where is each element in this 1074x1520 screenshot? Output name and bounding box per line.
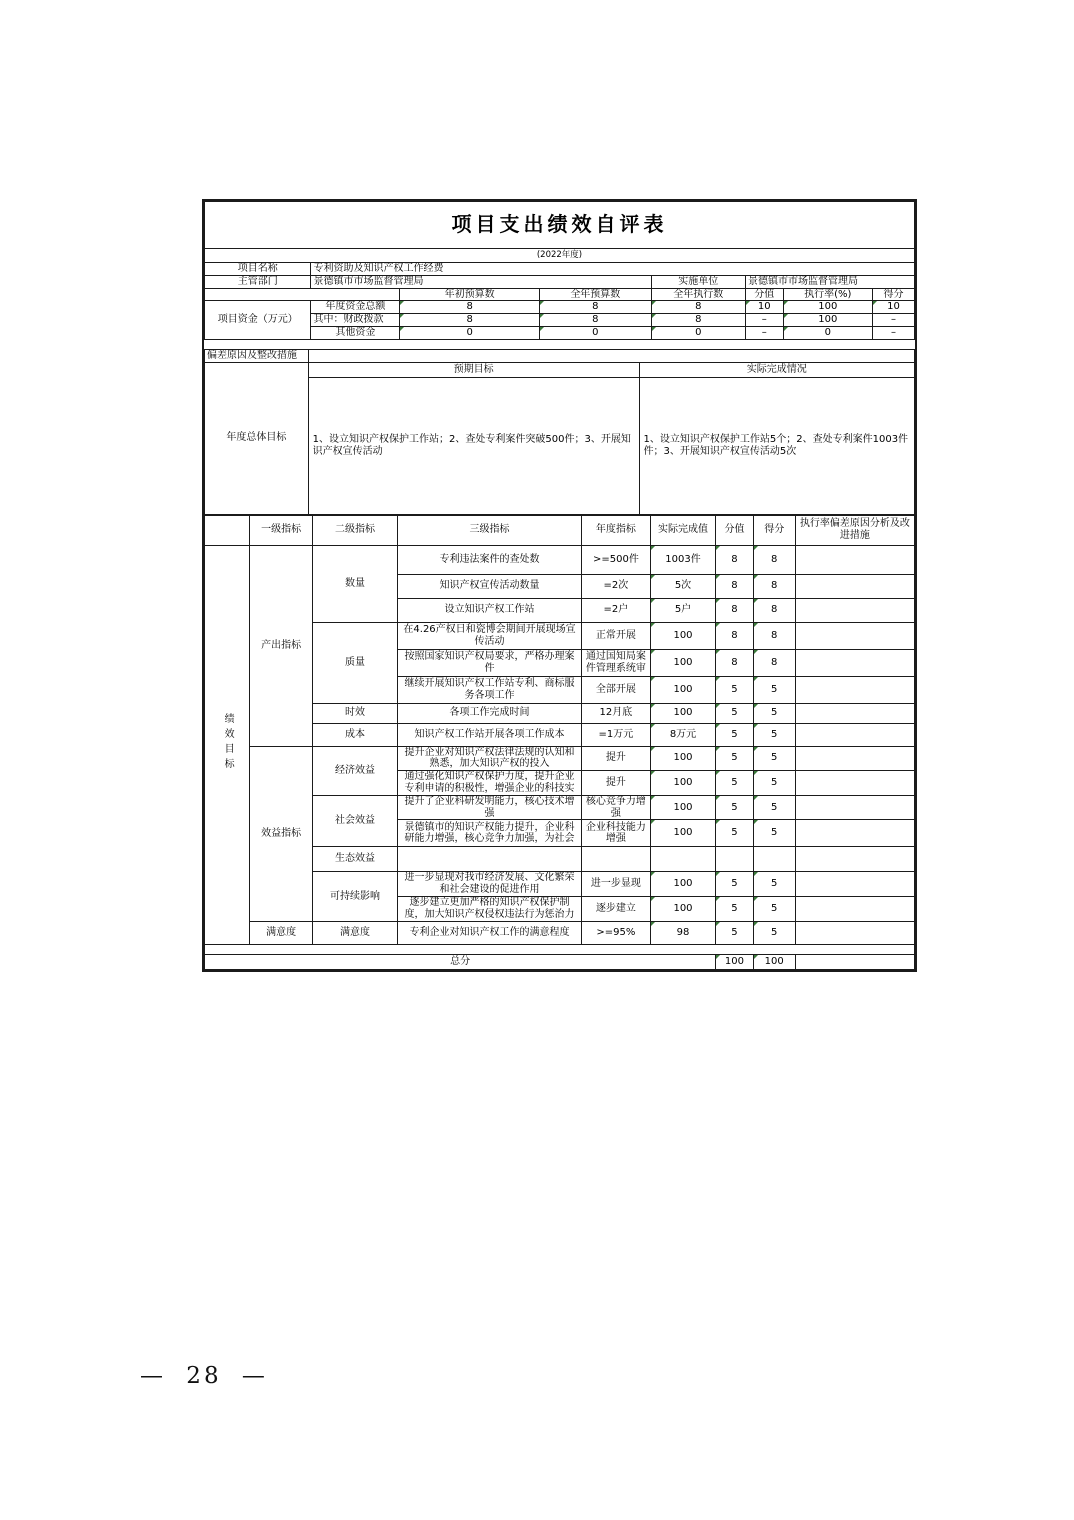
level2-sustainable: 可持续影响 bbox=[312, 872, 397, 922]
indicator-target-cell: 正常开展 bbox=[581, 622, 650, 649]
annual-indicator-header: 年度指标 bbox=[581, 515, 650, 545]
indicator-actual-cell: 8万元 bbox=[650, 723, 715, 746]
actual-value-header: 实际完成值 bbox=[650, 515, 715, 545]
level2-header: 二级指标 bbox=[312, 515, 397, 545]
level3-header: 三级指标 bbox=[398, 515, 582, 545]
indicator-score-cell: 5 bbox=[716, 723, 754, 746]
annual-goal-table bbox=[204, 349, 915, 515]
budget-fullyear-header: 全年预算数 bbox=[540, 288, 651, 301]
indicator-name-cell bbox=[398, 847, 582, 872]
indicator-points-cell: 8 bbox=[753, 598, 795, 622]
indicator-name-cell: 设立知识产权工作站 bbox=[398, 598, 582, 622]
indicator-target-cell: 12月底 bbox=[581, 703, 650, 723]
funds-value: 8 bbox=[540, 314, 651, 327]
self-assessment-report-table bbox=[202, 199, 917, 972]
indicator-actual-cell: 100 bbox=[650, 872, 715, 897]
indicator-actual-cell: 100 bbox=[650, 820, 715, 847]
indicator-remark-cell bbox=[795, 574, 914, 598]
funds-value: 8 bbox=[651, 314, 745, 327]
level1-header: 一级指标 bbox=[250, 515, 312, 545]
funds-value: 8 bbox=[400, 314, 540, 327]
indicator-target-cell: 逐步建立 bbox=[581, 896, 650, 921]
budget-rate-header: 执行率(%) bbox=[783, 288, 872, 301]
indicator-name-cell: 在4.26产权日和瓷博会期间开展现场宣传活动 bbox=[398, 622, 582, 649]
indicator-target-cell: >=500件 bbox=[581, 545, 650, 574]
points-header: 得分 bbox=[753, 515, 795, 545]
indicator-name-cell: 专利企业对知识产权工作的满意程度 bbox=[398, 921, 582, 944]
deviation-value bbox=[308, 349, 914, 362]
total-remark-cell bbox=[795, 954, 914, 969]
indicators-table bbox=[204, 515, 915, 970]
funds-row-label: 项目资金（万元） bbox=[205, 301, 311, 339]
indicator-name-cell: 专利违法案件的查处数 bbox=[398, 545, 582, 574]
indicator-target-cell: 企业科技能力增强 bbox=[581, 820, 650, 847]
funds-score: – bbox=[745, 326, 783, 339]
indicator-score-cell: 8 bbox=[716, 545, 754, 574]
indicator-actual-cell: 100 bbox=[650, 795, 715, 820]
score-header: 分值 bbox=[716, 515, 754, 545]
indicator-remark-cell bbox=[795, 795, 914, 820]
level2-quantity: 数量 bbox=[312, 545, 397, 622]
indicator-target-cell: =1万元 bbox=[581, 723, 650, 746]
budget-initial-header: 年初预算数 bbox=[400, 288, 540, 301]
indicator-points-cell: 5 bbox=[753, 723, 795, 746]
indicator-remark-cell bbox=[795, 820, 914, 847]
funds-sub-label: 年度资金总额 bbox=[311, 301, 400, 314]
indicator-score-cell: 5 bbox=[716, 676, 754, 703]
funds-value: 8 bbox=[651, 301, 745, 314]
funds-score: – bbox=[745, 314, 783, 327]
indicator-points-cell: 5 bbox=[753, 795, 795, 820]
indicator-actual-cell: 100 bbox=[650, 746, 715, 771]
level1-output: 产出指标 bbox=[250, 545, 312, 746]
funds-sub-label: 其中：财政拨款 bbox=[311, 314, 400, 327]
empty-cell bbox=[205, 288, 400, 301]
indicator-score-cell: 5 bbox=[716, 872, 754, 897]
indicator-points-cell: 5 bbox=[753, 746, 795, 771]
indicator-score-cell: 5 bbox=[716, 896, 754, 921]
level1-satisfaction: 满意度 bbox=[250, 921, 312, 944]
deviation-label: 偏差原因及整改措施 bbox=[205, 349, 309, 362]
indicator-points-cell: 8 bbox=[753, 649, 795, 676]
indicator-points-cell: 5 bbox=[753, 676, 795, 703]
indicator-remark-cell bbox=[795, 872, 914, 897]
funds-value: 8 bbox=[540, 301, 651, 314]
funds-value: 0 bbox=[651, 326, 745, 339]
dept-label: 主管部门 bbox=[205, 275, 311, 288]
indicator-score-cell: 5 bbox=[716, 820, 754, 847]
indicator-actual-cell: 5次 bbox=[650, 574, 715, 598]
indicator-actual-cell: 98 bbox=[650, 921, 715, 944]
indicator-name-cell: 各项工作完成时间 bbox=[398, 703, 582, 723]
performance-goal-group-label: 绩效目标 bbox=[205, 545, 250, 944]
dept-value: 景德镇市市场监督管理局 bbox=[311, 275, 651, 288]
indicator-target-cell: 全部开展 bbox=[581, 676, 650, 703]
level1-benefit: 效益指标 bbox=[250, 746, 312, 921]
year-subtitle: (2022年度) bbox=[205, 249, 915, 263]
page-title: 项目支出绩效自评表 bbox=[205, 202, 915, 249]
level2-quality: 质量 bbox=[312, 622, 397, 703]
indicator-actual-cell: 1003件 bbox=[650, 545, 715, 574]
funds-rate: 0 bbox=[783, 326, 872, 339]
funds-points: 10 bbox=[873, 301, 915, 314]
funds-points: – bbox=[873, 314, 915, 327]
indicator-name-cell: 景德镇市的知识产权能力提升，企业科研能力增强，核心竞争力加强，为社会 bbox=[398, 820, 582, 847]
indicator-score-cell: 8 bbox=[716, 574, 754, 598]
indicator-points-cell: 8 bbox=[753, 574, 795, 598]
indicator-remark-cell bbox=[795, 676, 914, 703]
level2-economic: 经济效益 bbox=[312, 746, 397, 795]
funds-value: 8 bbox=[400, 301, 540, 314]
funds-value: 0 bbox=[400, 326, 540, 339]
level2-satisfaction: 满意度 bbox=[312, 921, 397, 944]
indicator-remark-cell bbox=[795, 896, 914, 921]
indicator-name-cell: 按照国家知识产权局要求，严格办理案件 bbox=[398, 649, 582, 676]
header-and-funds-table bbox=[204, 201, 915, 340]
indicator-points-cell: 5 bbox=[753, 921, 795, 944]
project-name-label: 项目名称 bbox=[205, 263, 311, 276]
empty-cell bbox=[205, 515, 250, 545]
indicator-name-cell: 提升了企业科研发明能力，核心技术增强 bbox=[398, 795, 582, 820]
indicator-score-cell: 5 bbox=[716, 795, 754, 820]
indicator-score-cell: 8 bbox=[716, 598, 754, 622]
funds-sub-label: 其他资金 bbox=[311, 326, 400, 339]
indicator-points-cell: 8 bbox=[753, 622, 795, 649]
indicator-score-cell bbox=[716, 847, 754, 872]
funds-value: 0 bbox=[540, 326, 651, 339]
indicator-remark-cell bbox=[795, 545, 914, 574]
indicator-points-cell: 5 bbox=[753, 771, 795, 796]
indicator-remark-cell bbox=[795, 723, 914, 746]
funds-rate: 100 bbox=[783, 314, 872, 327]
budget-points-header: 得分 bbox=[873, 288, 915, 301]
indicator-score-cell: 5 bbox=[716, 921, 754, 944]
annual-goal-label: 年度总体目标 bbox=[205, 362, 309, 514]
indicator-name-cell: 通过强化知识产权保护力度，提升企业专利申请的积极性，增强企业的科技实 bbox=[398, 771, 582, 796]
indicator-score-cell: 8 bbox=[716, 622, 754, 649]
indicator-name-cell: 继续开展知识产权工作站专利、商标服务各项工作 bbox=[398, 676, 582, 703]
indicator-remark-cell bbox=[795, 703, 914, 723]
funds-rate: 100 bbox=[783, 301, 872, 314]
indicator-target-cell bbox=[581, 847, 650, 872]
indicator-actual-cell: 100 bbox=[650, 703, 715, 723]
total-label: 总分 bbox=[205, 954, 716, 969]
indicator-actual-cell: 100 bbox=[650, 676, 715, 703]
level2-ecological: 生态效益 bbox=[312, 847, 397, 872]
indicator-name-cell: 进一步显现对我市经济发展、文化繁荣和社会建设的促进作用 bbox=[398, 872, 582, 897]
project-name-value: 专利资助及知识产权工作经费 bbox=[311, 263, 915, 276]
indicator-remark-cell bbox=[795, 598, 914, 622]
level2-social: 社会效益 bbox=[312, 795, 397, 847]
indicator-target-cell: =2户 bbox=[581, 598, 650, 622]
indicator-points-cell: 5 bbox=[753, 896, 795, 921]
indicator-points-cell: 5 bbox=[753, 872, 795, 897]
actual-result-header: 实际完成情况 bbox=[639, 362, 914, 377]
total-score-cell: 100 bbox=[716, 954, 754, 969]
indicator-name-cell: 知识产权工作站开展各项工作成本 bbox=[398, 723, 582, 746]
total-points-cell: 100 bbox=[753, 954, 795, 969]
indicator-remark-cell bbox=[795, 622, 914, 649]
indicator-target-cell: 提升 bbox=[581, 771, 650, 796]
impl-unit-value: 景德镇市市场监督管理局 bbox=[745, 275, 914, 288]
expected-goal-text: 1、设立知识产权保护工作站；2、查处专利案件突破500件；3、开展知识产权宣传活动 bbox=[308, 377, 639, 514]
indicator-target-cell: =2次 bbox=[581, 574, 650, 598]
remark-header: 执行率偏差原因分析及改进措施 bbox=[795, 515, 914, 545]
indicator-target-cell: 进一步显现 bbox=[581, 872, 650, 897]
indicator-remark-cell bbox=[795, 847, 914, 872]
budget-score-header: 分值 bbox=[745, 288, 783, 301]
indicator-points-cell: 5 bbox=[753, 703, 795, 723]
indicator-name-cell: 提升企业对知识产权法律法规的认知和熟悉，加大知识产权的投入 bbox=[398, 746, 582, 771]
indicator-score-cell: 8 bbox=[716, 649, 754, 676]
indicator-target-cell: 通过国知局案件管理系统审 bbox=[581, 649, 650, 676]
indicator-points-cell: 5 bbox=[753, 820, 795, 847]
indicator-points-cell: 8 bbox=[753, 545, 795, 574]
indicator-score-cell: 5 bbox=[716, 771, 754, 796]
expected-goal-header: 预期目标 bbox=[308, 362, 639, 377]
budget-executed-header: 全年执行数 bbox=[651, 288, 745, 301]
indicator-actual-cell: 100 bbox=[650, 896, 715, 921]
indicator-remark-cell bbox=[795, 746, 914, 771]
indicator-target-cell: >=95% bbox=[581, 921, 650, 944]
spacer-row bbox=[204, 340, 915, 349]
indicator-name-cell: 知识产权宣传活动数量 bbox=[398, 574, 582, 598]
impl-unit-label: 实施单位 bbox=[651, 275, 745, 288]
funds-points: – bbox=[873, 326, 915, 339]
indicator-name-cell: 逐步建立更加严格的知识产权保护制度，加大知识产权侵权违法行为惩治力 bbox=[398, 896, 582, 921]
indicator-remark-cell bbox=[795, 771, 914, 796]
actual-result-text: 1、设立知识产权保护工作站5个；2、查处专利案件1003件件；3、开展知识产权宣传活动5次 bbox=[639, 377, 914, 514]
indicator-target-cell: 核心竞争力增强 bbox=[581, 795, 650, 820]
page-number: — 28 — bbox=[140, 1363, 268, 1389]
funds-score: 10 bbox=[745, 301, 783, 314]
indicator-actual-cell bbox=[650, 847, 715, 872]
indicator-remark-cell bbox=[795, 921, 914, 944]
indicator-score-cell: 5 bbox=[716, 703, 754, 723]
indicator-actual-cell: 5户 bbox=[650, 598, 715, 622]
indicator-actual-cell: 100 bbox=[650, 649, 715, 676]
indicator-score-cell: 5 bbox=[716, 746, 754, 771]
level2-cost: 成本 bbox=[312, 723, 397, 746]
spacer-row bbox=[205, 944, 915, 954]
level2-timeliness: 时效 bbox=[312, 703, 397, 723]
indicator-actual-cell: 100 bbox=[650, 771, 715, 796]
indicator-target-cell: 提升 bbox=[581, 746, 650, 771]
indicator-actual-cell: 100 bbox=[650, 622, 715, 649]
indicator-points-cell bbox=[753, 847, 795, 872]
indicator-remark-cell bbox=[795, 649, 914, 676]
